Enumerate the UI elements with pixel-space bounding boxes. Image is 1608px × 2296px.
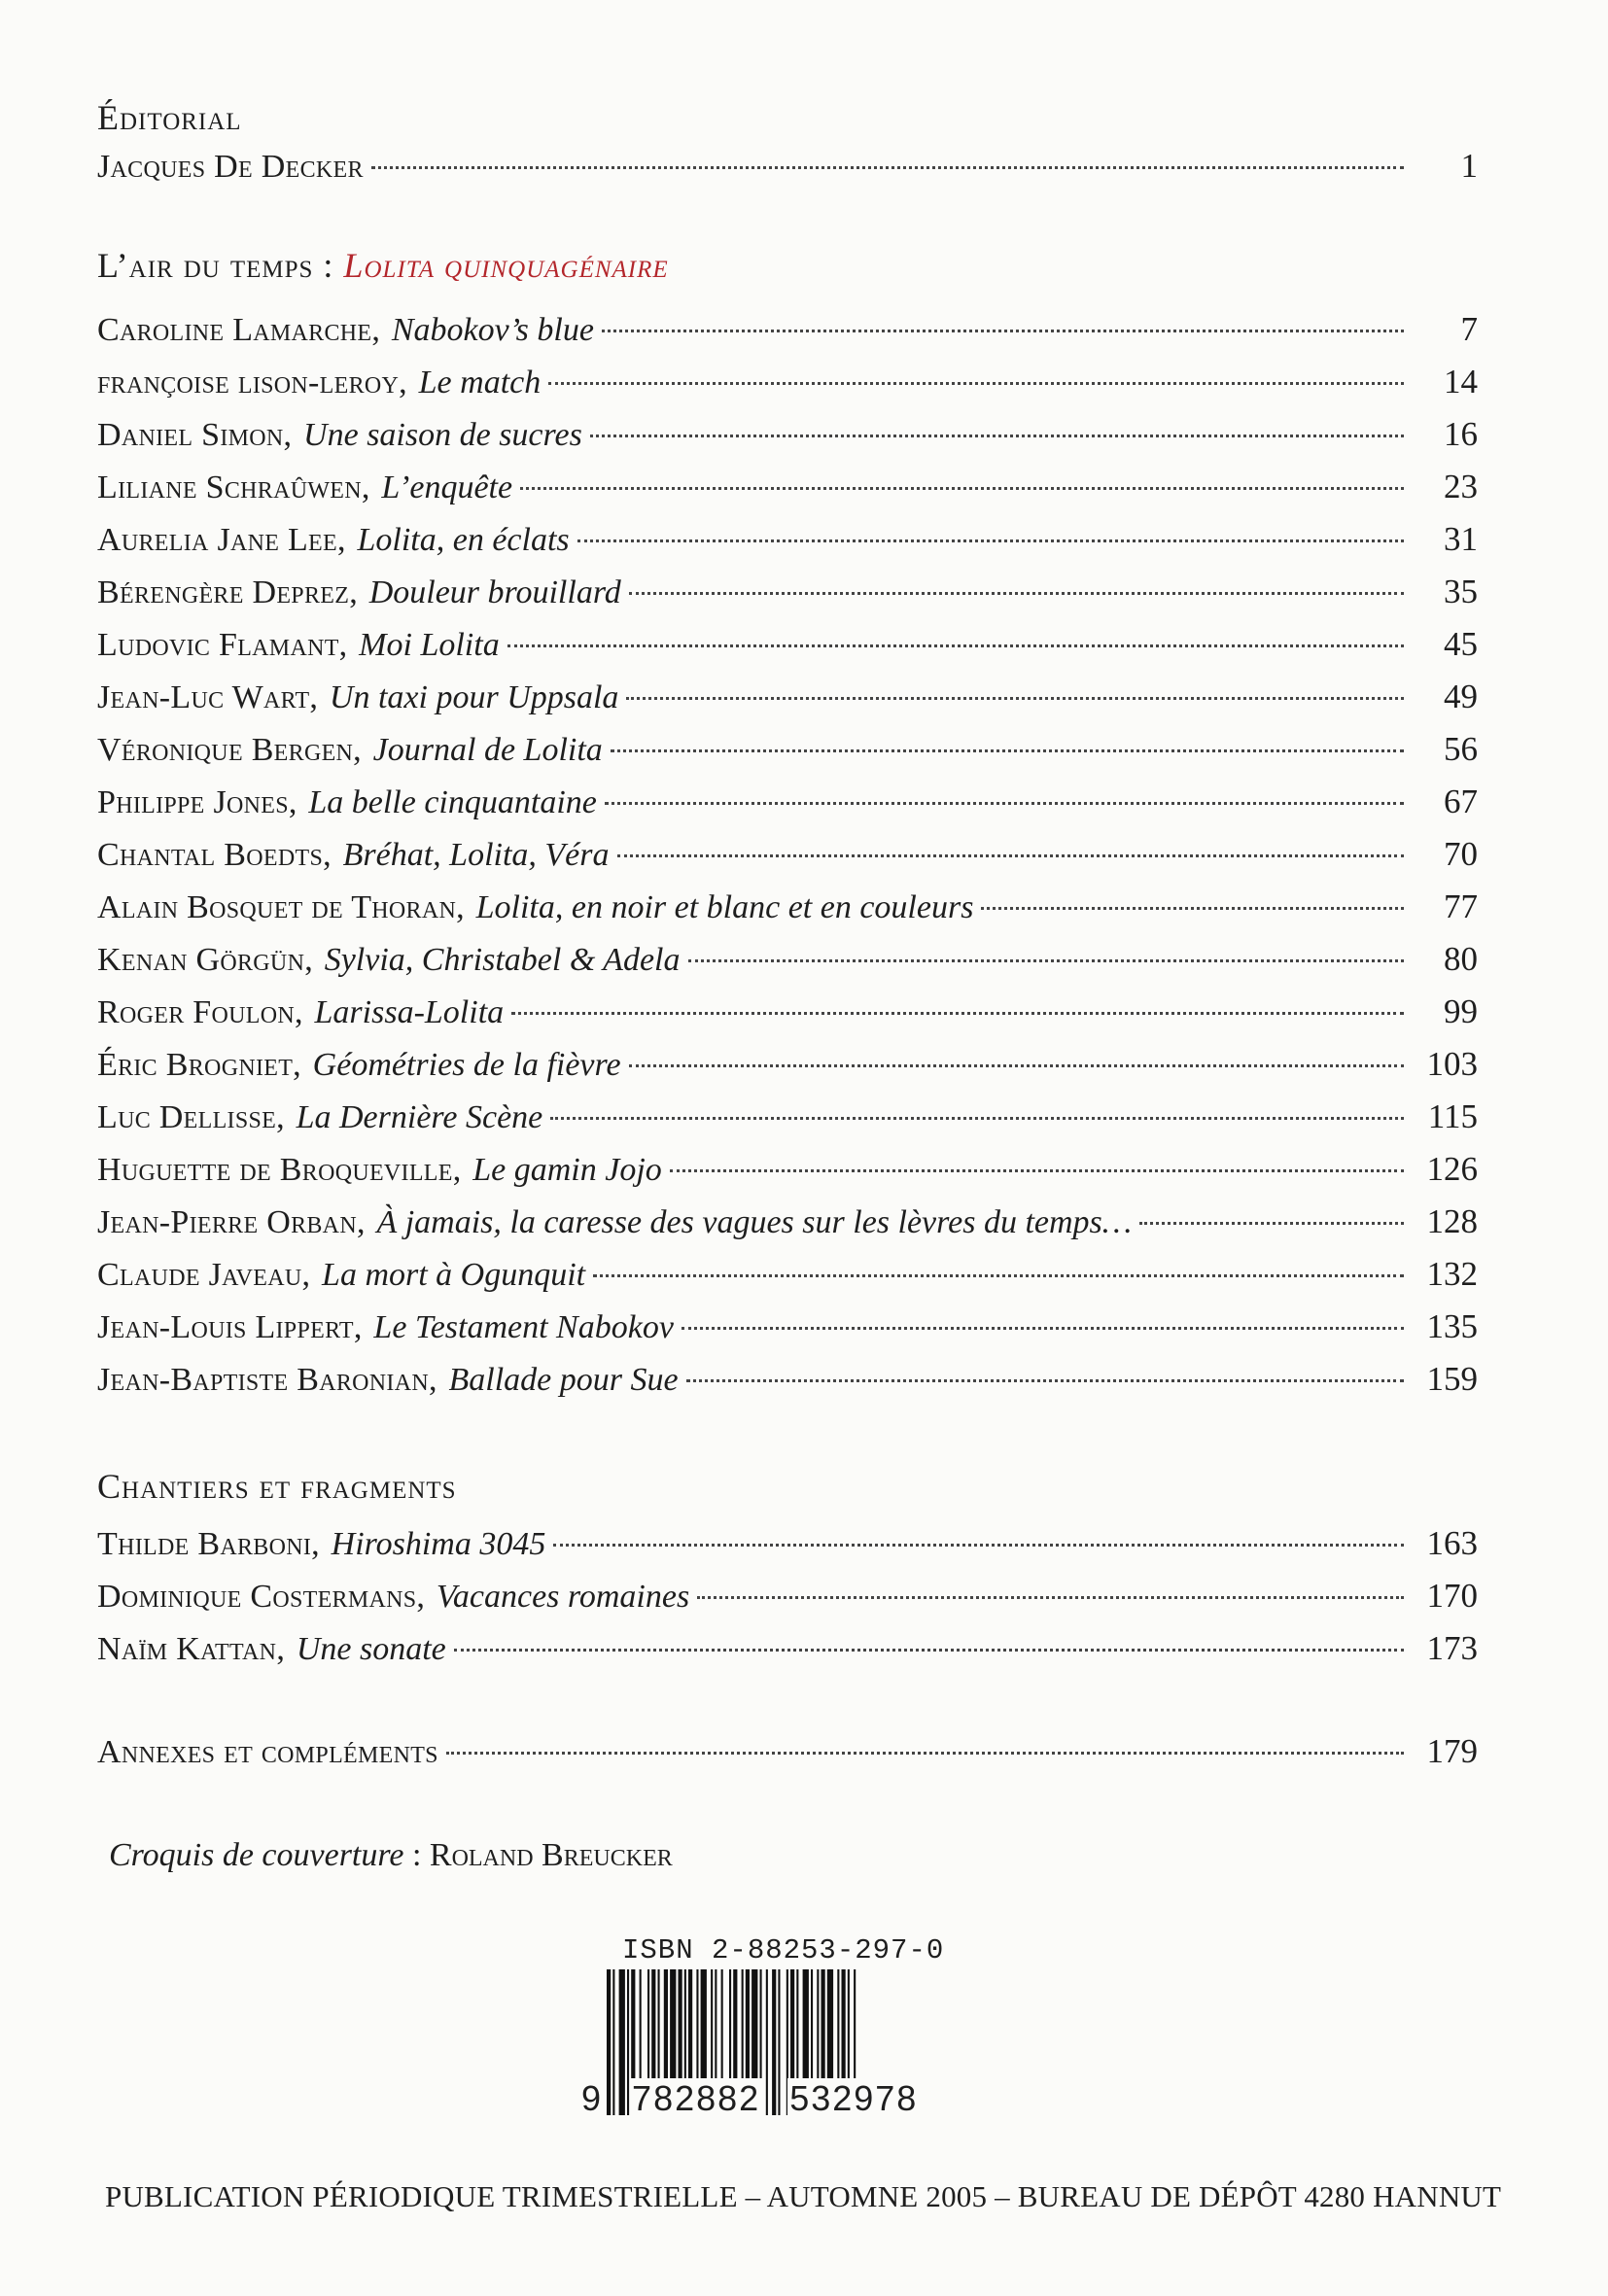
toc-title: Vacances romaines: [436, 1579, 690, 1615]
toc-page-number: 103: [1426, 1045, 1478, 1083]
toc-entry: [97, 356, 1478, 408]
toc-separator: ,: [353, 732, 362, 768]
toc-entry: [97, 986, 1478, 1038]
toc-dot-leader: [550, 1116, 1404, 1120]
toc-page-number: 7: [1460, 310, 1478, 348]
toc-title: Journal de Lolita: [372, 732, 603, 768]
toc-chantiers: [97, 1517, 1478, 1675]
toc-dot-leader: [617, 853, 1404, 857]
toc-page-number: 170: [1426, 1577, 1478, 1615]
toc-title: À jamais, la caresse des vagues sur les lèvres du temps…: [376, 1204, 1132, 1240]
toc-separator: ,: [323, 837, 332, 873]
toc-separator: ,: [336, 522, 346, 558]
cover-credit: [109, 1837, 673, 1874]
toc-author: Annexes et compléments: [97, 1734, 438, 1770]
toc-title: Un taxi pour Uppsala: [329, 679, 619, 715]
toc-entry: [97, 618, 1478, 671]
toc-entry: [97, 1570, 1478, 1622]
toc-dot-leader: [688, 958, 1405, 962]
credit-label: Croquis de couverture: [109, 1837, 404, 1873]
barcode-digits-left: 782882: [632, 2078, 761, 2118]
toc-separator: ,: [371, 312, 380, 348]
toc-separator: ,: [353, 1309, 363, 1345]
toc-entry: [97, 513, 1478, 566]
toc-title: La mort à Ogunquit: [322, 1257, 586, 1293]
toc-dot-leader: [548, 381, 1404, 385]
toc-entry: [97, 408, 1478, 461]
toc-entry: [97, 566, 1478, 618]
toc-page-number: 159: [1426, 1360, 1478, 1398]
toc-page-number: 49: [1444, 678, 1478, 715]
toc-dot-leader: [611, 748, 1404, 752]
toc-separator: ,: [309, 679, 318, 715]
toc-entry: [97, 723, 1478, 776]
toc-page-number: 135: [1426, 1307, 1478, 1345]
barcode-digit-first: 9: [581, 2078, 604, 2118]
toc-author: Thilde Barboni: [97, 1526, 312, 1562]
toc-separator: ,: [361, 470, 370, 505]
toc-author: Bérengère Deprez: [97, 574, 350, 610]
toc-title: La Dernière Scène: [296, 1099, 543, 1135]
toc-page-number: 14: [1444, 363, 1478, 400]
toc-page-number: 99: [1444, 992, 1478, 1030]
toc-page-number: 45: [1444, 625, 1478, 663]
toc-title: Moi Lolita: [359, 627, 500, 663]
toc-author: Dominique Costermans: [97, 1579, 417, 1615]
toc-dot-leader: [626, 696, 1404, 700]
toc-page-number: 23: [1444, 468, 1478, 505]
toc-title: Bréhat, Lolita, Véra: [342, 837, 610, 873]
toc-dot-leader: [682, 1326, 1404, 1330]
toc-author: Éric Brogniet: [97, 1047, 294, 1083]
toc-author: Roger Foulon: [97, 994, 296, 1030]
toc-editorial: [97, 140, 1478, 192]
toc-title: Larissa-Lolita: [314, 994, 505, 1030]
toc-page-number: 56: [1444, 730, 1478, 768]
credit-separator: :: [403, 1837, 430, 1873]
toc-separator: ,: [293, 1047, 301, 1083]
toc-dot-leader: [371, 165, 1404, 169]
section-title-highlight: Lolita quinquagénaire: [343, 246, 669, 285]
toc-title: Hiroshima 3045: [331, 1526, 546, 1562]
toc-entry: [97, 461, 1478, 513]
toc-page-number: 126: [1426, 1150, 1478, 1188]
toc-dot-leader: [446, 1751, 1404, 1755]
toc-entry: [97, 1622, 1478, 1675]
toc-separator: ,: [456, 889, 465, 925]
toc-entry: [97, 1038, 1478, 1091]
toc-dot-leader: [629, 1063, 1404, 1067]
toc-author: françoise lison-leroy: [97, 365, 400, 400]
toc-entry: [97, 1301, 1478, 1353]
toc-separator: ,: [356, 1204, 366, 1240]
toc-separator: ,: [416, 1579, 425, 1615]
toc-author: Jean-Pierre Orban: [97, 1204, 357, 1240]
toc-page-number: 16: [1444, 415, 1478, 453]
toc-dot-leader: [981, 906, 1404, 910]
toc-entry: [97, 1353, 1478, 1406]
toc-page-number: 1: [1460, 147, 1478, 185]
toc-title: Ballade pour Sue: [448, 1362, 679, 1398]
toc-dot-leader: [454, 1648, 1404, 1652]
toc-author: Kenan Görgün: [97, 942, 305, 978]
toc-dot-leader: [590, 434, 1404, 437]
toc-page-number: 35: [1444, 573, 1478, 610]
toc-title: Une saison de sucres: [303, 417, 582, 453]
toc-separator: ,: [276, 1631, 285, 1667]
isbn-label: ISBN 2-88253-297-0: [622, 1934, 945, 1966]
toc-page-number: 67: [1444, 783, 1478, 820]
toc-title: Lolita, en éclats: [357, 522, 570, 558]
toc-author: Huguette de Broqueville: [97, 1152, 453, 1188]
toc-dot-leader: [507, 644, 1404, 647]
toc-author: Jean-Louis Lippert: [97, 1309, 354, 1345]
toc-title: Une sonate: [296, 1631, 446, 1667]
toc-title: Le match: [418, 365, 542, 400]
toc-author: Ludovic Flamant: [97, 627, 339, 663]
toc-dot-leader: [1139, 1221, 1404, 1225]
toc-separator: ,: [304, 942, 313, 978]
barcode-digits: [579, 2078, 920, 2119]
toc-author: Jacques De Decker: [97, 149, 364, 185]
toc-entry: [97, 1143, 1478, 1196]
credit-name: Roland Breucker: [429, 1837, 673, 1873]
toc-page-number: 70: [1444, 835, 1478, 873]
toc-dot-leader: [670, 1168, 1404, 1172]
toc-page-number: 80: [1444, 940, 1478, 978]
section-title-air-du-temps: [97, 245, 669, 286]
toc-dot-leader: [605, 801, 1404, 805]
toc-author: Jean-Luc Wart: [97, 679, 310, 715]
toc-separator: ,: [295, 994, 303, 1030]
toc-author: Chantal Boedts: [97, 837, 324, 873]
toc-dot-leader: [553, 1543, 1404, 1547]
toc-page-number: 128: [1426, 1202, 1478, 1240]
barcode-digits-right: 532978: [789, 2078, 919, 2118]
toc-separator: ,: [452, 1152, 462, 1188]
toc-title: Géométries de la fièvre: [312, 1047, 621, 1083]
toc-dot-leader: [697, 1595, 1404, 1599]
toc-separator: ,: [276, 1099, 285, 1135]
toc-dot-leader: [520, 486, 1404, 490]
toc-author: Caroline Lamarche: [97, 312, 372, 348]
toc-dot-leader: [593, 1273, 1404, 1277]
toc-page-number: 132: [1426, 1255, 1478, 1293]
toc-separator: ,: [283, 417, 293, 453]
toc-entry: [97, 776, 1478, 828]
toc-author: Liliane Schraûwen: [97, 470, 362, 505]
toc-title: Lolita, en noir et blanc et en couleurs: [475, 889, 974, 925]
toc-separator: ,: [338, 627, 348, 663]
toc-entry: [97, 1091, 1478, 1143]
toc-title: Douleur brouillard: [368, 574, 621, 610]
toc-separator: ,: [311, 1526, 320, 1562]
toc-separator: ,: [301, 1257, 311, 1293]
toc-dot-leader: [629, 591, 1404, 595]
toc-air-du-temps: [97, 303, 1478, 1406]
toc-entry: [97, 881, 1478, 933]
toc-entry: [97, 671, 1478, 723]
toc-dot-leader: [577, 539, 1404, 542]
section-title-editorial: Éditorial: [97, 98, 242, 137]
toc-entry: [97, 1725, 1478, 1778]
toc-author: Aurelia Jane Lee: [97, 522, 337, 558]
toc-title: Le Testament Nabokov: [373, 1309, 674, 1345]
toc-title: Nabokov’s blue: [391, 312, 594, 348]
toc-author: Naïm Kattan: [97, 1631, 277, 1667]
toc-author: Philippe Jones: [97, 784, 289, 820]
toc-author: Véronique Bergen: [97, 732, 354, 768]
section-title-chantiers: Chantiers et fragments: [97, 1467, 457, 1506]
toc-entry: [97, 828, 1478, 881]
toc-separator: ,: [288, 784, 297, 820]
toc-entry: [97, 1248, 1478, 1301]
toc-entry: [97, 1517, 1478, 1570]
toc-separator: ,: [399, 365, 407, 400]
toc-author: Daniel Simon: [97, 417, 284, 453]
toc-page-number: 31: [1444, 520, 1478, 558]
toc-separator: ,: [429, 1362, 437, 1398]
toc-page-number: 77: [1444, 887, 1478, 925]
toc-entry: [97, 1196, 1478, 1248]
toc-separator: ,: [349, 574, 358, 610]
toc-title: Sylvia, Christabel & Adela: [324, 942, 681, 978]
footer-publication-info: PUBLICATION PÉRIODIQUE TRIMESTRIELLE – AUTOMNE 2005 – BUREAU DE DÉPÔT 4280 HANNUT: [105, 2179, 1502, 2213]
toc-page-number: 163: [1426, 1524, 1478, 1562]
toc-title: Le gamin Jojo: [472, 1152, 662, 1188]
toc-page-number: 173: [1426, 1629, 1478, 1667]
toc-author: Jean-Baptiste Baronian: [97, 1362, 429, 1398]
toc-title: La belle cinquantaine: [308, 784, 597, 820]
toc-dot-leader: [686, 1378, 1404, 1382]
toc-entry: [97, 933, 1478, 986]
toc-dot-leader: [511, 1011, 1404, 1015]
toc-page-number: 115: [1427, 1097, 1478, 1135]
toc-author: Claude Javeau: [97, 1257, 302, 1293]
toc-dot-leader: [602, 329, 1404, 332]
toc-author: Alain Bosquet de Thoran: [97, 889, 457, 925]
toc-annexes: [97, 1725, 1478, 1778]
section-title-prefix: L’air du temps :: [97, 246, 334, 285]
toc-entry: [97, 303, 1478, 356]
toc-author: Luc Dellisse: [97, 1099, 277, 1135]
toc-page-number: 179: [1426, 1732, 1478, 1770]
toc-entry: [97, 140, 1478, 192]
toc-title: L’enquête: [381, 470, 513, 505]
